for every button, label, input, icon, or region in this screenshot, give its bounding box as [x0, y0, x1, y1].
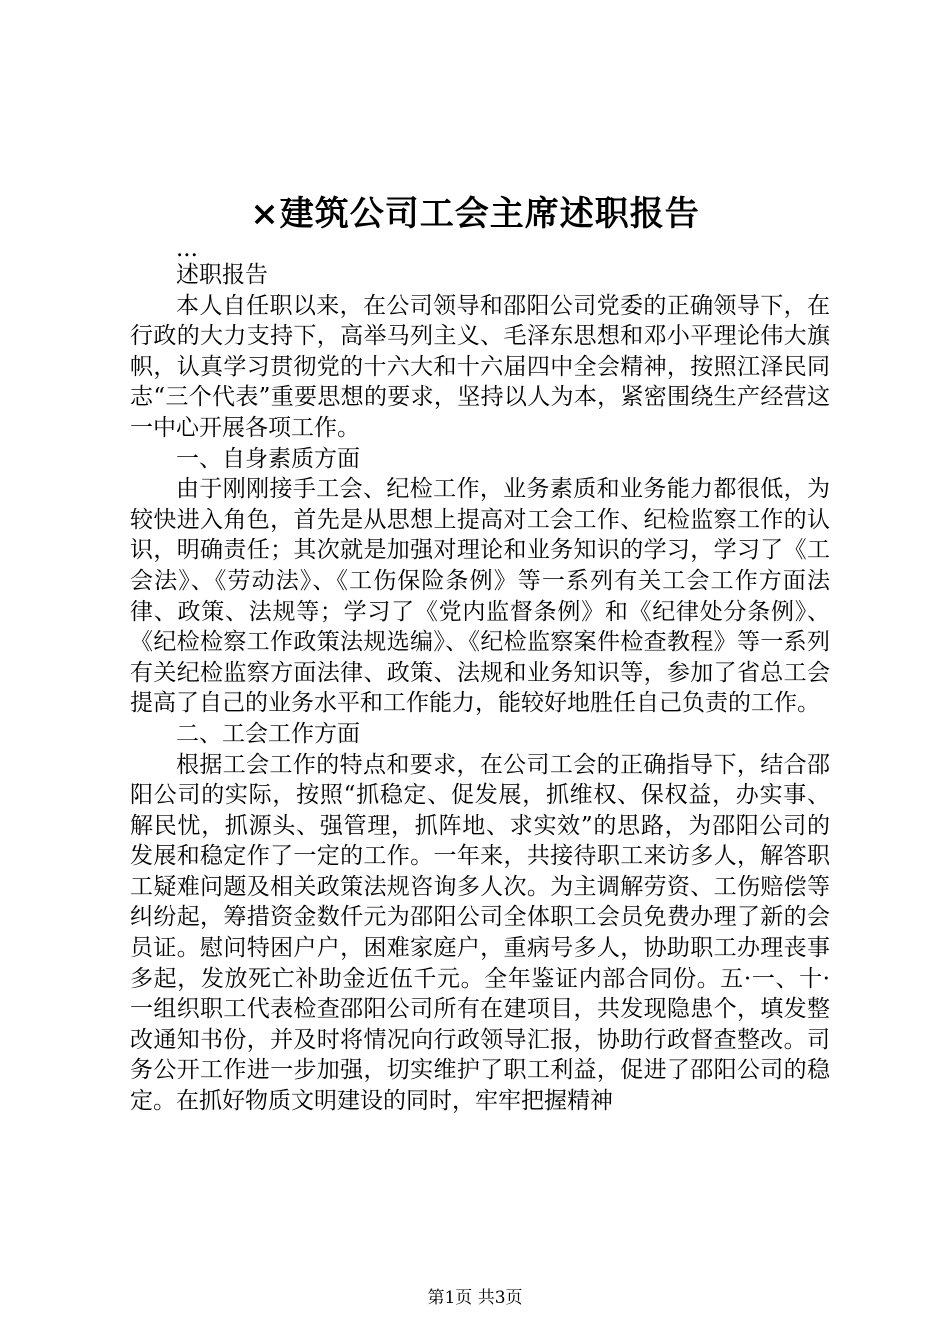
- document-body: [130, 238, 830, 1117]
- paragraph-union-work: 根据工会工作的特点和要求，在公司工会的正确指导下，结合邵阳公司的实际，按照“抓稳定、促发展，抓维权、保权益，办实事、解民忧，抓源头、强管理，抓阵地、求实效”的思路，为邵阳公司的发展和稳定作了一定的工作。一年来，共接待职工来访多人，解答职工疑难问题及相关政策法规咨询多人次。为主调解劳资、工伤赔偿等纠纷起，筹措资金数仟元为邵阳公司全体职工会员免费办理了新的会员证。慰问特困户户，困难家庭户，重病号多人，协助职工办理丧事多起，发放死亡补助金近伍千元。全年鉴证内部合同份。五·一、十·一组织职工代表检查邵阳公司所有在建项目，共发现隐患个，填发整改通知书份，并及时将情况向行政领导汇报，协助行政督查整改。司务公开工作进一步加强，切实维护了职工利益，促进了邵阳公司的稳定。在抓好物质文明建设的同时，牢牢把握精神: [130, 751, 830, 1115]
- page-number-footer: 第1页 共3页: [427, 1288, 523, 1308]
- ellipsis-line: ...: [176, 236, 198, 262]
- section-heading-1: 一、自身素质方面: [176, 445, 360, 472]
- section-heading-2: 二、工会工作方面: [176, 720, 360, 747]
- report-heading: 述职报告: [176, 262, 268, 288]
- paragraph-intro: 本人自任职以来，在公司领导和邵阳公司党委的正确领导下，在行政的大力支持下，高举马列主义、毛泽东思想和邓小平理论伟大旗帜，认真学习贯彻党的十六大和十六届四中全会精神，按照江泽民同志“三个代表”重要思想的要求，坚持以人为本，紧密围绕生产经营这一中心开展各项工作。: [130, 292, 830, 441]
- document-title: ×建筑公司工会主席述职报告: [250, 194, 700, 234]
- paragraph-self-quality: 由于刚刚接手工会、纪检工作，业务素质和业务能力都很低，为较快进入角色，首先是从思想上提高对工会工作、纪检监察工作的认识，明确责任；其次就是加强对理论和业务知识的学习，学习了《工会法》、《劳动法》、《工伤保险条例》等一系列有关工会工作方面法律、政策、法规等；学习了《党内监督条例》和《纪律处分条例》、《纪检检察工作政策法规选编》、《纪检监察案件检查教程》等一系列有关纪检监察方面法律、政策、法规和业务知识等，参加了省总工会提高了自己的业务水平和工作能力，能较好地胜任自己负责的工作。: [130, 476, 830, 717]
